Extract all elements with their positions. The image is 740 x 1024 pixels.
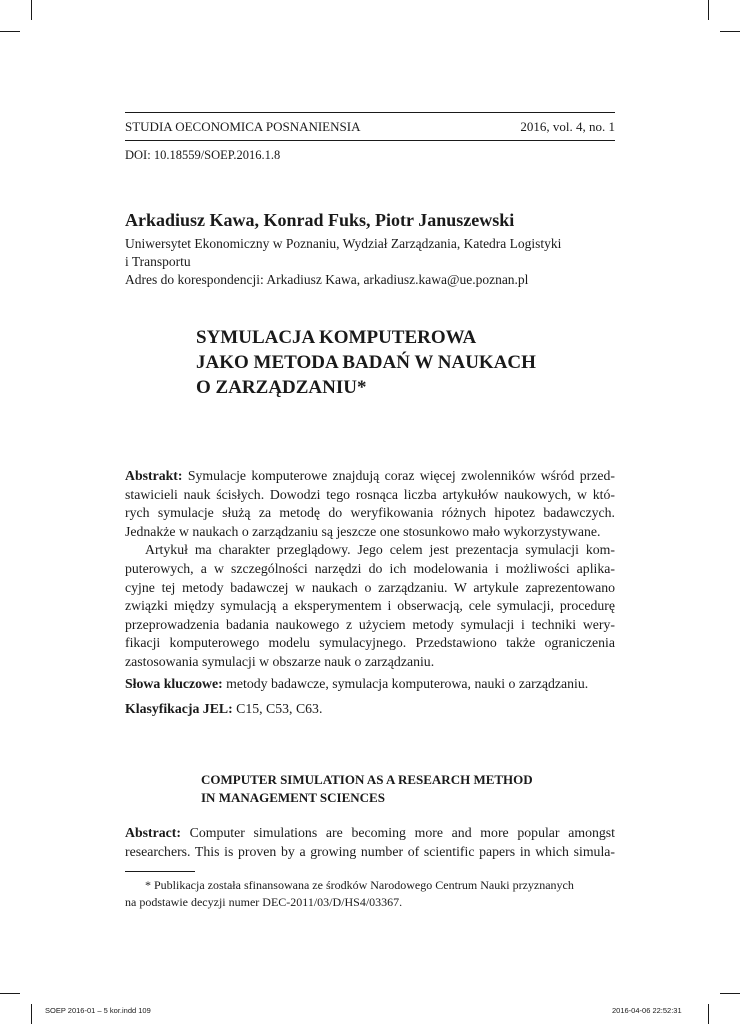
abstract-line: Symulacje komputerowe znajdują coraz więcej zwolenników wśród przed- [182,468,615,483]
keywords-text: metody badawcze, symulacja komputerowa, nauki o zarządzaniu. [222,676,589,691]
title-polish [196,325,536,400]
header-rule-bottom [125,140,615,141]
abstract-line: zastosowania symulacji w obszarze nauk o zarządzaniu. [125,653,435,669]
title-line: COMPUTER SIMULATION AS A RESEARCH METHOD [201,772,533,787]
journal-name: STUDIA OECONOMICA POSNANIENSIA [125,119,361,134]
footnote [125,877,615,911]
keywords [125,675,615,694]
abstract-english [125,824,615,861]
crop-mark [708,1004,709,1024]
abstract-line: researchers. This is proven by a growing number of scientific papers in which simula- [125,843,615,859]
title-line: O ZARZĄDZANIU* [196,377,367,398]
crop-mark [0,993,20,994]
abstract-line: Computer simulations are becoming more and more popular amongst [180,825,615,840]
correspondence-line: Adres do korespondencji: Arkadiusz Kawa, arkadiusz.kawa@ue.poznan.pl [125,272,529,287]
title-line: SYMULACJA KOMPUTEROWA [196,327,477,348]
abstract-line: Artykuł ma charakter przeglądowy. Jego celem jest prezentacja symulacji kom- [145,542,615,558]
journal-issue: 2016, vol. 4, no. 1 [520,119,615,134]
crop-mark [31,1004,32,1024]
authors: Arkadiusz Kawa, Konrad Fuks, Piotr Januszewski [125,210,515,230]
journal-header [125,119,615,135]
jel-label: Klasyfikacja JEL: [125,701,233,716]
jel-text: C15, C53, C63. [232,701,323,716]
abstract-line: stawicieli nauk ścisłych. Dowodzi tego rosnąca liczba artykułów naukowych, w któ- [125,486,615,502]
abstract-line: puterowych, a w szczególności narzędzi do ich modelowania i możliwości aplika- [125,560,615,576]
title-english [201,771,533,807]
print-slug-date: 2016-04-06 22:52:31 [612,1006,682,1015]
abstract-polish [125,467,615,672]
crop-mark [720,993,740,994]
abstract-line: przeprowadzenia badania naukowego z użyciem metody symulacji i techniki wery- [125,616,615,632]
footnote-rule [125,871,195,872]
abstract-line: rych symulacje służą za metodę do weryfikowania różnych hipotez badawczych. [125,505,615,521]
jel-classification [125,700,615,719]
crop-mark [31,0,32,20]
affiliation [125,235,625,289]
abstract-line: cyjne tej metody badawczej w naukach o zarządzaniu. W artykule zaprezentowano [125,579,615,595]
doi: DOI: 10.18559/SOEP.2016.1.8 [125,148,281,162]
footnote-line: * Publikacja została sfinansowana ze środków Narodowego Centrum Nauki przyznanych [145,878,574,892]
affiliation-line: Uniwersytet Ekonomiczny w Poznaniu, Wydział Zarządzania, Katedra Logistyki [125,236,562,251]
crop-mark [720,31,740,32]
footnote-line: na podstawie decyzji numer DEC-2011/03/D/HS4/03367. [125,895,403,909]
title-line: IN MANAGEMENT SCIENCES [201,790,385,805]
affiliation-line: i Transportu [125,254,191,269]
print-slug-file: SOEP 2016-01 – 5 kor.indd 109 [45,1006,151,1015]
abstract-label: Abstract: [125,825,181,840]
abstract-line: związki między symulacją a eksperymentem i obserwacją, cele symulacji, procedurę [125,598,615,614]
abstract-label: Abstrakt: [125,468,183,483]
crop-mark [0,31,20,32]
abstract-line: Jednakże w naukach o zarządzaniu są jeszcze one stosunkowo mało wykorzystywane. [125,523,601,539]
keywords-label: Słowa kluczowe: [125,676,223,691]
title-line: JAKO METODA BADAŃ W NAUKACH [196,352,536,373]
header-rule-top [125,112,615,113]
abstract-line: fikacji komputerowego modelu symulacyjnego. Przedstawiono także ograniczenia [125,635,615,651]
crop-mark [708,0,709,20]
